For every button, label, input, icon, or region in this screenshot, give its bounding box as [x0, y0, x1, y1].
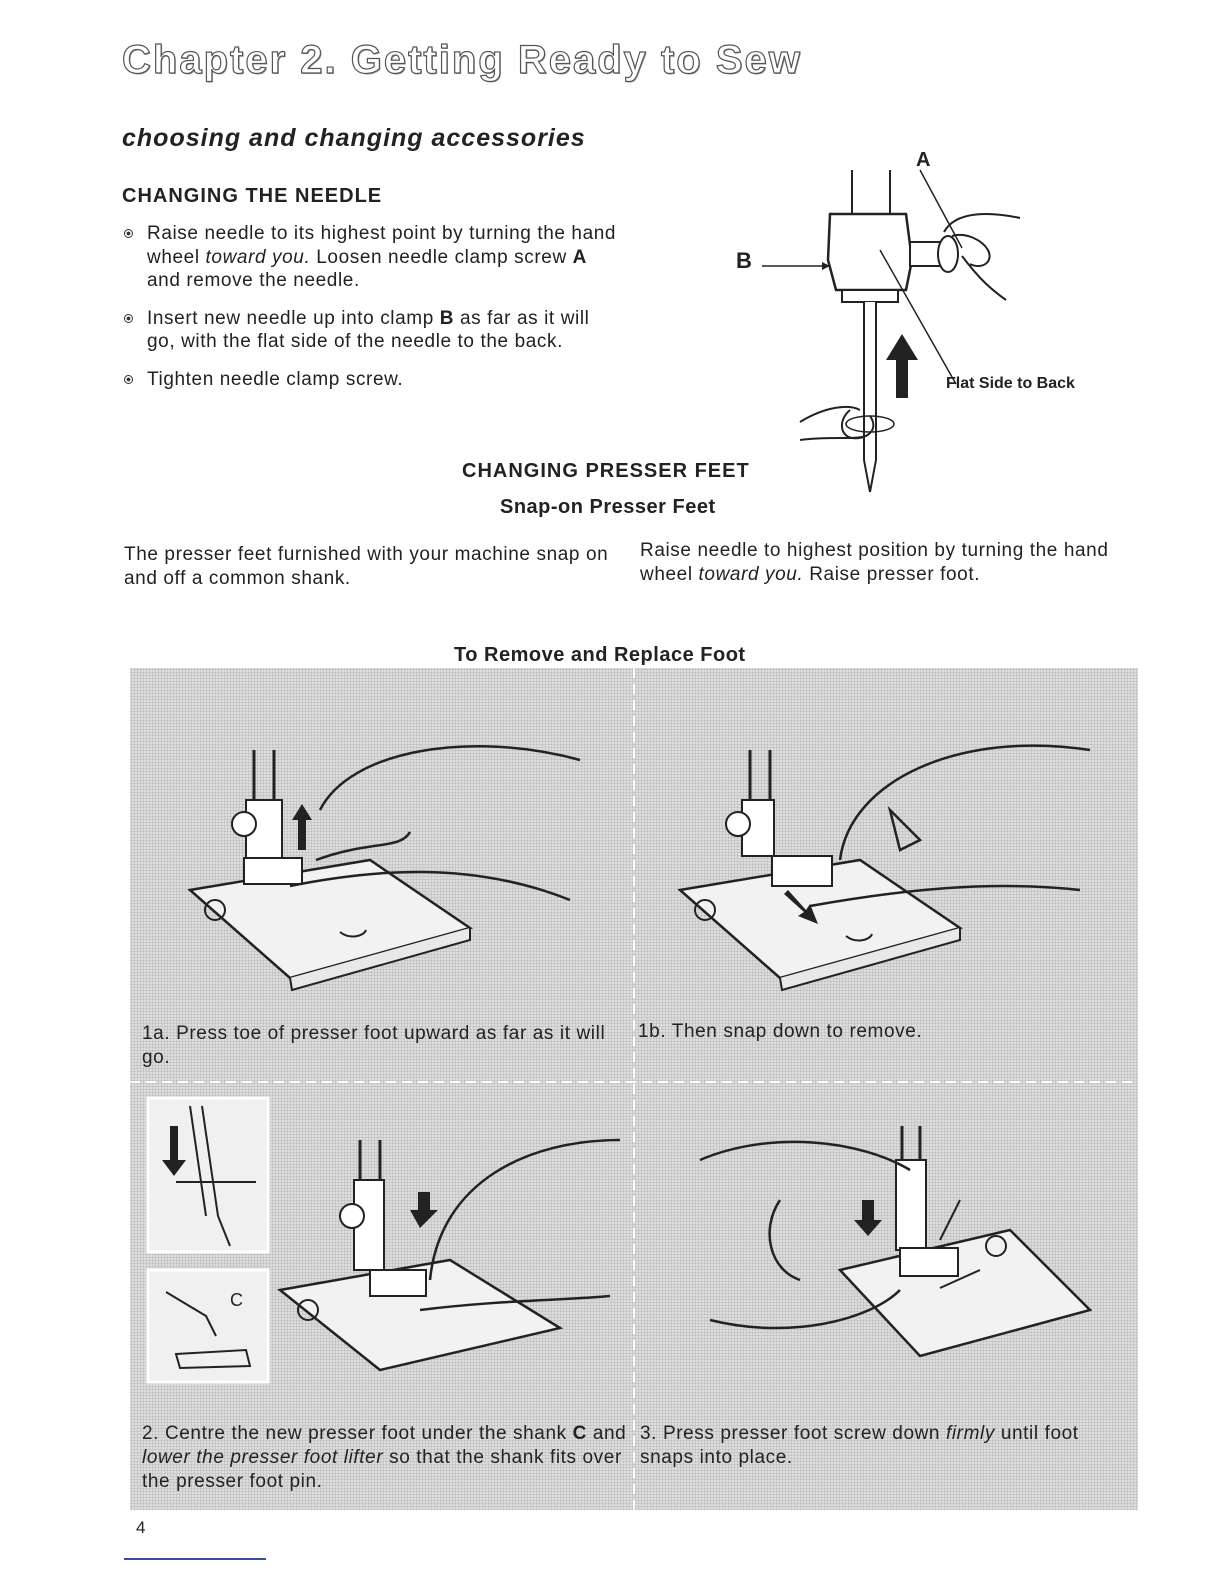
presser-foot-shape — [370, 1270, 426, 1296]
needle-clamp-shape — [828, 214, 912, 290]
presser-subheading: Snap-on Presser Feet — [500, 496, 716, 518]
needle-plate-shape — [190, 860, 470, 978]
up-arrow-icon — [292, 804, 312, 850]
illustration-2 — [270, 1120, 630, 1380]
inset-label-c: C — [230, 1290, 243, 1310]
caption-1b: 1b. Then snap down to remove. — [638, 1021, 923, 1042]
presser-foot-shape — [244, 858, 302, 884]
page-number: 4 — [136, 1518, 146, 1537]
bullet-icon — [124, 229, 133, 238]
intro-left: The presser feet furnished with your machine snap on and off a common shank. — [124, 544, 609, 589]
shank-shape — [360, 1140, 380, 1180]
shank-body-shape — [896, 1160, 926, 1250]
label-flat-side: Flat Side to Back — [946, 375, 1075, 392]
caption-1a: 1a. Press toe of presser foot upward as far as it will go. — [142, 1023, 606, 1068]
shank-shape — [750, 750, 770, 800]
presser-heading: CHANGING PRESSER FEET — [462, 460, 750, 482]
label-b: B — [736, 248, 752, 273]
clamp-screw-head — [938, 236, 958, 272]
fingers-shape — [800, 407, 873, 440]
shank-shape — [902, 1126, 920, 1160]
illustration-1a — [170, 700, 610, 1010]
list-item: Insert new needle up into clamp B as far as it will go, with the flat side of the needle to the back. — [122, 307, 622, 354]
bullet-icon — [124, 314, 133, 323]
needle-plate-shape — [840, 1230, 1090, 1356]
caption-3: 3. Press presser foot screw down firmly until foot snaps into place. — [640, 1423, 1079, 1468]
intro-right: Raise needle to highest position by turning the hand wheel toward you. Raise presser foot. — [640, 540, 1109, 585]
needle-heading: CHANGING THE NEEDLE — [122, 185, 383, 207]
label-a: A — [916, 149, 931, 171]
panel-heading: To Remove and Replace Foot — [454, 644, 746, 666]
up-arrow-icon — [410, 1192, 438, 1228]
pointer-a — [920, 170, 962, 248]
illustration-1b — [660, 700, 1100, 1010]
presser-foot-shape — [772, 856, 832, 886]
caption-2: 2. Centre the new presser foot under the shank C and lower the presser foot lifter so that the shank fits over the presser foot pin. — [142, 1423, 627, 1492]
list-item: Raise needle to its highest point by turning the hand wheel toward you. Loosen needle clamp screw A and remove the needle. — [122, 222, 622, 293]
needle-bar-shape — [852, 170, 890, 220]
shank-shape — [254, 750, 274, 800]
list-item: Tighten needle clamp screw. — [122, 368, 622, 392]
presser-foot-shape — [900, 1248, 958, 1276]
inset-diagrams — [146, 1096, 270, 1386]
foot-screw-shape — [340, 1204, 364, 1228]
needle-clamp-diagram — [730, 140, 1150, 500]
inset-lifter-box — [148, 1098, 268, 1252]
illustration-3 — [690, 1120, 1110, 1380]
up-arrow-icon — [886, 334, 918, 398]
clamp-base — [842, 290, 898, 302]
bullet-icon — [124, 375, 133, 384]
needle-steps — [122, 222, 622, 405]
chapter-title: Chapter 2. Getting Ready to Sew — [122, 38, 802, 82]
section-title: choosing and changing accessories — [122, 124, 586, 152]
foot-screw-shape — [726, 812, 750, 836]
footer-rule — [124, 1558, 266, 1560]
down-arrow-icon — [854, 1200, 882, 1236]
needle-shape — [864, 302, 876, 492]
foot-screw-shape — [232, 812, 256, 836]
